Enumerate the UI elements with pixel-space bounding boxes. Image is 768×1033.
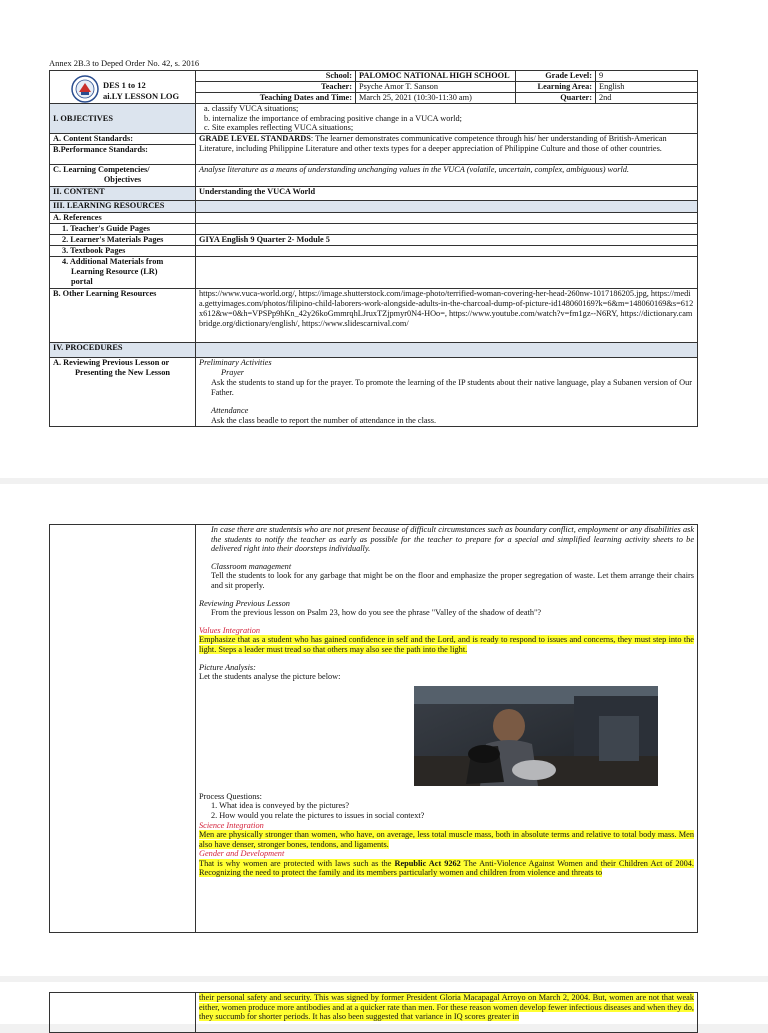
- review-text: From the previous lesson on Psalm 23, how do you see the phrase "Valley of the shadow of death"?: [211, 608, 542, 618]
- procedure-a-continued: [196, 525, 698, 933]
- annex-reference: Annex 2B.3 to Deped Order No. 42, s. 2016: [49, 58, 200, 68]
- teacher-value: Psyche Amor T. Sanson: [356, 82, 516, 93]
- page-3: [0, 982, 768, 1024]
- teachers-guide-value: [196, 224, 698, 235]
- references-value: [196, 213, 698, 224]
- objectives-label: I. OBJECTIVES: [50, 104, 196, 134]
- resources-fill: [196, 201, 698, 213]
- procedure-a-label: A. Reviewing Previous Lesson or Presenting the New Lesson: [50, 358, 196, 427]
- content-value: Understanding the VUCA World: [196, 187, 698, 201]
- lesson-log-table: [49, 70, 698, 427]
- additional-materials-value: [196, 257, 698, 289]
- picture-heading: Picture Analysis:: [199, 662, 256, 672]
- school-value: PALOMOC NATIONAL HIGH SCHOOL: [356, 71, 516, 82]
- objective-item: a. classify VUCA situations;: [204, 104, 299, 113]
- prelim-heading: Preliminary Activities: [199, 358, 272, 367]
- teachers-guide-label: 1. Teacher's Guide Pages: [50, 224, 196, 235]
- lesson-log-table-continued: [49, 524, 698, 933]
- quarter-value: 2nd: [596, 93, 698, 104]
- attendance-heading: Attendance: [211, 406, 249, 415]
- page-2: [0, 484, 768, 976]
- attendance-text: Ask the class beadle to report the number of attendance in the class.: [211, 416, 437, 425]
- gender-text-continued: their personal safety and security. This was signed by former President Gloria Macapagal Arroyo on March 2, 2004. But, women are not that weak either, women produce more antibodies and at a quicker rate than men. For these reason women develop fewer infectious diseases and when they do, they succumb for shorter periods. It has also been suggested that variance in IQ scores greater in: [199, 993, 694, 1022]
- dates-value: March 25, 2021 (10:30-11:30 am): [356, 93, 516, 104]
- republic-act-label: Republic Act 9262: [394, 858, 461, 868]
- gender-heading: Gender and Development: [199, 849, 285, 859]
- science-text: Men are physically stronger than women, who have, on average, less total muscle mass, both in absolute terms and relative to total body mass. Men also have denser, stronger bones, tendons, and ligaments.: [199, 830, 694, 849]
- process-question-2: 2. How would you relate the pictures to issues in social context?: [211, 810, 425, 820]
- learners-materials-value: GIYA English 9 Quarter 2- Module 5: [196, 235, 698, 246]
- procedures-label: IV. PROCEDURES: [50, 343, 196, 358]
- other-resources-links[interactable]: https://www.vuca-world.org/, https://image.shutterstock.com/image-photo/terrified-woman-covering-her-head-260nw-1017186205.jpg, https://media.gettyimages.com/photos/filipino-child-laborers-work-alongside-adults-in-the-charcoal-dump-of-picture-id148060169?k=6&m=148060169&s=612x612&w=0&h=VPSPp9hKn_42y26koGmmrqhLJruxTZjpmyr0N4-HOo=, https://www.youtube.com/watch?v=fm1gz--N6RY, https://dictionary.cambridge.org/dictionary/english/, https://www.slidescarnival.com/: [196, 289, 698, 343]
- deped-seal-icon: [71, 75, 99, 103]
- document-title: DES 1 to 12 ai.LY LESSON LOG: [103, 80, 180, 101]
- procedure-continued-page-3: [196, 993, 698, 1033]
- values-heading: Values Integration: [199, 625, 261, 635]
- grade-label: Grade Level:: [516, 71, 596, 82]
- lesson-log-table-page-3: [49, 992, 698, 1033]
- values-text: Emphasize that as a student who has gained confidence in self and the Lord, and is ready to respond to issues and concerns, they must step into the light. Steps a leader must tread so that others may also see the path into the light.: [199, 635, 694, 654]
- content-standards-label: A. Content Standards:: [50, 134, 196, 145]
- objective-item: c. Site examples reflecting VUCA situations;: [204, 123, 354, 132]
- prayer-text: Ask the students to stand up for the prayer. To promote the learning of the IP students about their native language, play a Subanen version of Our Father.: [211, 378, 692, 397]
- teacher-label: Teacher:: [196, 82, 356, 93]
- other-resources-label: B. Other Learning Resources: [50, 289, 196, 343]
- school-label: School:: [196, 71, 356, 82]
- competencies-text: Analyse literature as a means of understanding unchanging values in the VUCA (volatile, uncertain, complex, ambiguous) world.: [196, 165, 698, 187]
- review-heading: Reviewing Previous Lesson: [199, 598, 290, 608]
- absent-students-note: In case there are studentsis who are not present because of difficult circumstances such as boundary conflict, employment or any disabilities ask the students to notify the teacher as early as possible for the teacher to prepare for a special and simplified learning activity sheets to be delivered right into their doorsteps individually.: [211, 525, 694, 554]
- science-heading: Science Integration: [199, 820, 264, 830]
- gender-text: That is why women are protected with laws such as the Republic Act 9262 The Anti-Violence Against Women and their Children Act of 2004. Recognizing the need to protect the family and its members particularly women and children from violence and threats to: [199, 858, 694, 878]
- page-1: [0, 0, 768, 478]
- grade-standards-text: : The learner demonstrates communicative competence through his/ her understanding of British-American Literature, including Philippine Literature and other texts types for a deeper appreciation of Philippine Culture and those of other countries.: [199, 134, 667, 153]
- competencies-label: C. Learning Competencies/ Objectives: [50, 165, 196, 187]
- process-question-1: 1. What idea is conveyed by the pictures?: [211, 801, 350, 811]
- procedures-fill: [196, 343, 698, 358]
- area-label: Learning Area:: [516, 82, 596, 93]
- picture-instruction: Let the students analyse the picture below:: [199, 672, 341, 682]
- grade-level-standards: [196, 134, 698, 165]
- references-label: A. References: [50, 213, 196, 224]
- procedure-label-continued: [50, 525, 196, 933]
- classroom-text: Tell the students to look for any garbage that might be on the floor and emphasize the proper segregation of waste. Let them arrange their chairs and sit properly.: [211, 571, 694, 590]
- additional-materials-label: 4. Additional Materials from Learning Resource (LR) portal: [50, 257, 196, 289]
- quarter-label: Quarter:: [516, 93, 596, 104]
- content-label: II. CONTENT: [50, 187, 196, 201]
- objectives-list: [196, 104, 698, 134]
- area-value: English: [596, 82, 698, 93]
- procedure-label-page-3: [50, 993, 196, 1033]
- objective-item: b. internalize the importance of embracing positive change in a VUCA world;: [204, 113, 462, 123]
- textbook-value: [196, 246, 698, 257]
- grade-value: 9: [596, 71, 698, 82]
- classroom-heading: Classroom management: [211, 561, 292, 571]
- textbook-label: 3. Textbook Pages: [50, 246, 196, 257]
- procedure-a-content: [196, 358, 698, 427]
- process-heading: Process Questions:: [199, 791, 262, 801]
- child-labor-photo: [414, 686, 658, 786]
- resources-label: III. LEARNING RESOURCES: [50, 201, 196, 213]
- prayer-heading: Prayer: [221, 368, 245, 377]
- learners-materials-label: 2. Learner's Materials Pages: [50, 235, 196, 246]
- dates-label: Teaching Dates and Time:: [196, 93, 356, 104]
- performance-standards-label: B.Performance Standards:: [50, 145, 196, 165]
- grade-standards-heading: GRADE LEVEL STANDARDS: [199, 134, 311, 143]
